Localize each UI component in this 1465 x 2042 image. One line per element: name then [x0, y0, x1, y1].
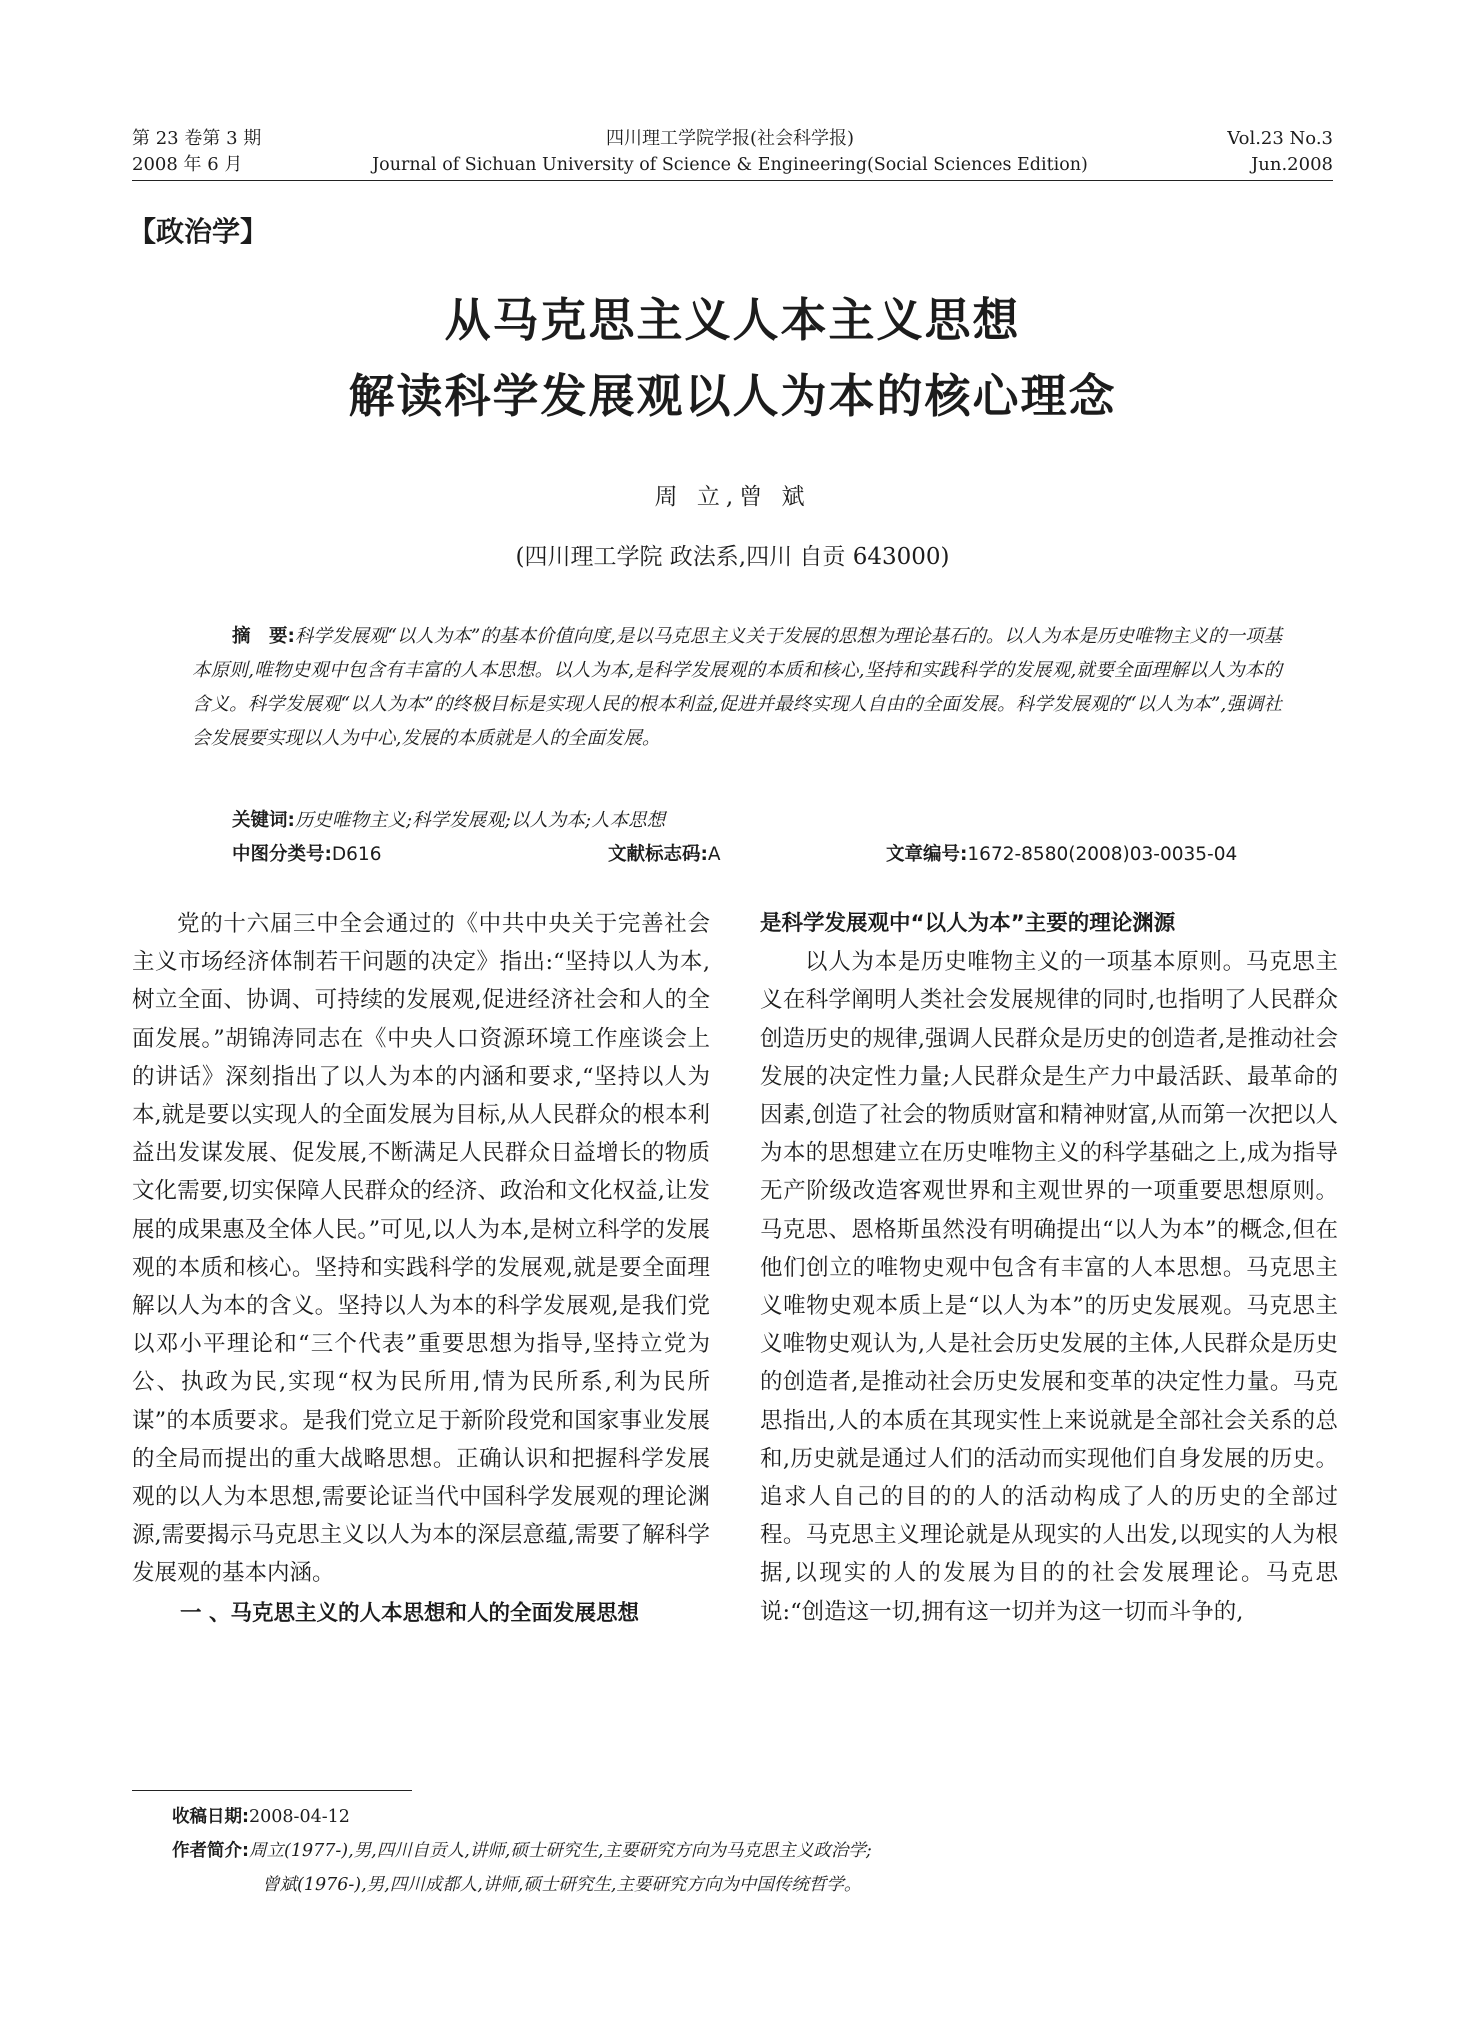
volume-number-en: Vol.23 No.3	[1227, 128, 1333, 149]
keywords	[232, 806, 665, 832]
keywords-text: 历史唯物主义;科学发展观;以人为本;人本思想	[294, 810, 666, 831]
body-right-column	[760, 905, 1338, 1631]
clc-label: 中图分类号:	[232, 844, 332, 865]
authors: 周 立,曾 斌	[654, 484, 811, 510]
author-bio-label: 作者简介:	[172, 1841, 249, 1861]
section-1-heading-cont: 是科学发展观中“以人为本”主要的理论渊源	[760, 911, 1176, 936]
keywords-label: 关键词:	[232, 810, 295, 831]
author-bio-2-line	[172, 1868, 1302, 1902]
received-value: 2008-04-12	[249, 1807, 350, 1827]
author-bio-2: 曾斌(1976-),男,四川成都人,讲师,硕士研究生,主要研究方向为中国传统哲学。	[262, 1875, 862, 1895]
classification-clc	[232, 840, 381, 866]
author-bio	[172, 1834, 1302, 1868]
received-label: 收稿日期:	[172, 1807, 249, 1827]
abstract	[192, 620, 1282, 756]
abstract-label: 摘 要:	[232, 626, 295, 647]
article-number-value: 1672-8580(2008)03-0035-04	[967, 844, 1238, 865]
section-1-heading: 一 、马克思主义的人本思想和人的全面发展思想	[180, 1600, 639, 1626]
clc-value: D616	[331, 844, 382, 865]
footnote-rule	[132, 1790, 412, 1791]
section-tag: 【政治学】	[128, 215, 269, 248]
article-number-label: 文章编号:	[886, 844, 968, 865]
publication-date: 2008 年 6 月	[132, 154, 243, 175]
page-title	[132, 282, 1333, 434]
classification-article	[886, 840, 1237, 866]
affiliation: (四川理工学院 政法系,四川 自贡 643000)	[515, 544, 950, 570]
date-en: Jun.2008	[1251, 154, 1333, 175]
title-line-1: 从马克思主义人本主义思想	[444, 293, 1021, 347]
doc-code-value: A	[707, 844, 721, 865]
body-left-column	[132, 905, 710, 1633]
header-right	[1227, 126, 1333, 178]
header-center	[330, 126, 1130, 178]
intro-paragraph: 党的十六届三中全会通过的《中共中央关于完善社会主义市场经济体制若干问题的决定》指出:“坚持以人为本,树立全面、协调、可持续的发展观,促进经济社会和人的全面发展。”胡锦涛同志在《中央人口资源环境工作座谈会上的讲话》深刻指出了以人为本的内涵和要求,“坚持以人为本,就是要以实现人的全面发展为目标,从人民群众的根本利益出发谋发展、促发展,不断满足人民群众日益增长的物质文化需要,切实保障人民群众的经济、政治和文化权益,让发展的成果惠及全体人民。”可见,以人为本,是树立科学的发展观的本质和核心。坚持和实践科学的发展观,就是要全面理解以人为本的含义。坚持以人为本的科学发展观,是我们党以邓小平理论和“三个代表”重要思想为指导,坚持立党为公、执政为民,实现“权为民所用,情为民所系,利为民所谋”的本质要求。是我们党立足于新阶段党和国家事业发展的全局而提出的重大战略思想。正确认识和把握科学发展观的以人为本思想,需要论证当代中国科学发展观的理论渊源,需要揭示马克思主义以人为本的深层意蕴,需要了解科学发展观的基本内涵。	[132, 911, 710, 1587]
section-1-paragraph: 以人为本是历史唯物主义的一项基本原则。马克思主义在科学阐明人类社会发展规律的同时,也指明了人民群众创造历史的规律,强调人民群众是历史的创造者,是推动社会发展的决定性力量;人民群众是生产力中最活跃、最革命的因素,创造了社会的物质财富和精神财富,从而第一次把以人为本的思想建立在历史唯物主义的科学基础之上,成为指导无产阶级改造客观世界和主观世界的一项重要思想原则。马克思、恩格斯虽然没有明确提出“以人为本”的概念,但在他们创立的唯物史观中包含有丰富的人本思想。马克思主义唯物史观本质上是“以人为本”的历史发展观。马克思主义唯物史观认为,人是社会历史发展的主体,人民群众是历史的创造者,是推动社会历史发展和变革的决定性力量。马克思指出,人的本质在其现实性上来说就是全部社会关系的总和,历史就是通过人们的活动而实现他们自身发展的历史。追求人自己的目的的人的活动构成了人的历史的全部过程。马克思主义理论就是从现实的人出发,以现实的人为根据,以现实的人的发展为目的的社会发展理论。马克思说:“创造这一切,拥有这一切并为这一切而斗争的,	[760, 949, 1338, 1625]
journal-title-cn: 四川理工学院学报(社会科学报)	[605, 128, 855, 149]
classification-doc	[608, 840, 721, 866]
title-line-2: 解读科学发展观以人为本的核心理念	[348, 369, 1117, 423]
volume-issue: 第 23 卷第 3 期	[132, 128, 262, 149]
journal-title-en: Journal of Sichuan University of Science & Engineering(Social Sciences Edition)	[372, 155, 1088, 175]
doc-code-label: 文献标志码:	[608, 844, 708, 865]
abstract-text: 科学发展观“以人为本”的基本价值向度,是以马克思主义关于发展的思想为理论基石的。以人为本是历史唯物主义的一项基本原则,唯物史观中包含有丰富的人本思想。以人为本,是科学发展观的本质和核心,坚持和实践科学的发展观,就要全面理解以人为本的含义。科学发展观“以人为本”的终极目标是实现人民的根本利益,促进并最终实现人自由的全面发展。科学发展观的“以人为本”,强调社会发展要实现以人为中心,发展的本质就是人的全面发展。	[192, 626, 1282, 749]
footnotes	[172, 1800, 1302, 1902]
author-bio-1: 周立(1977-),男,四川自贡人,讲师,硕士研究生,主要研究方向为马克思主义政治学;	[249, 1841, 872, 1861]
header-rule	[132, 180, 1333, 181]
received-date	[172, 1800, 1302, 1834]
header-left	[132, 126, 261, 178]
